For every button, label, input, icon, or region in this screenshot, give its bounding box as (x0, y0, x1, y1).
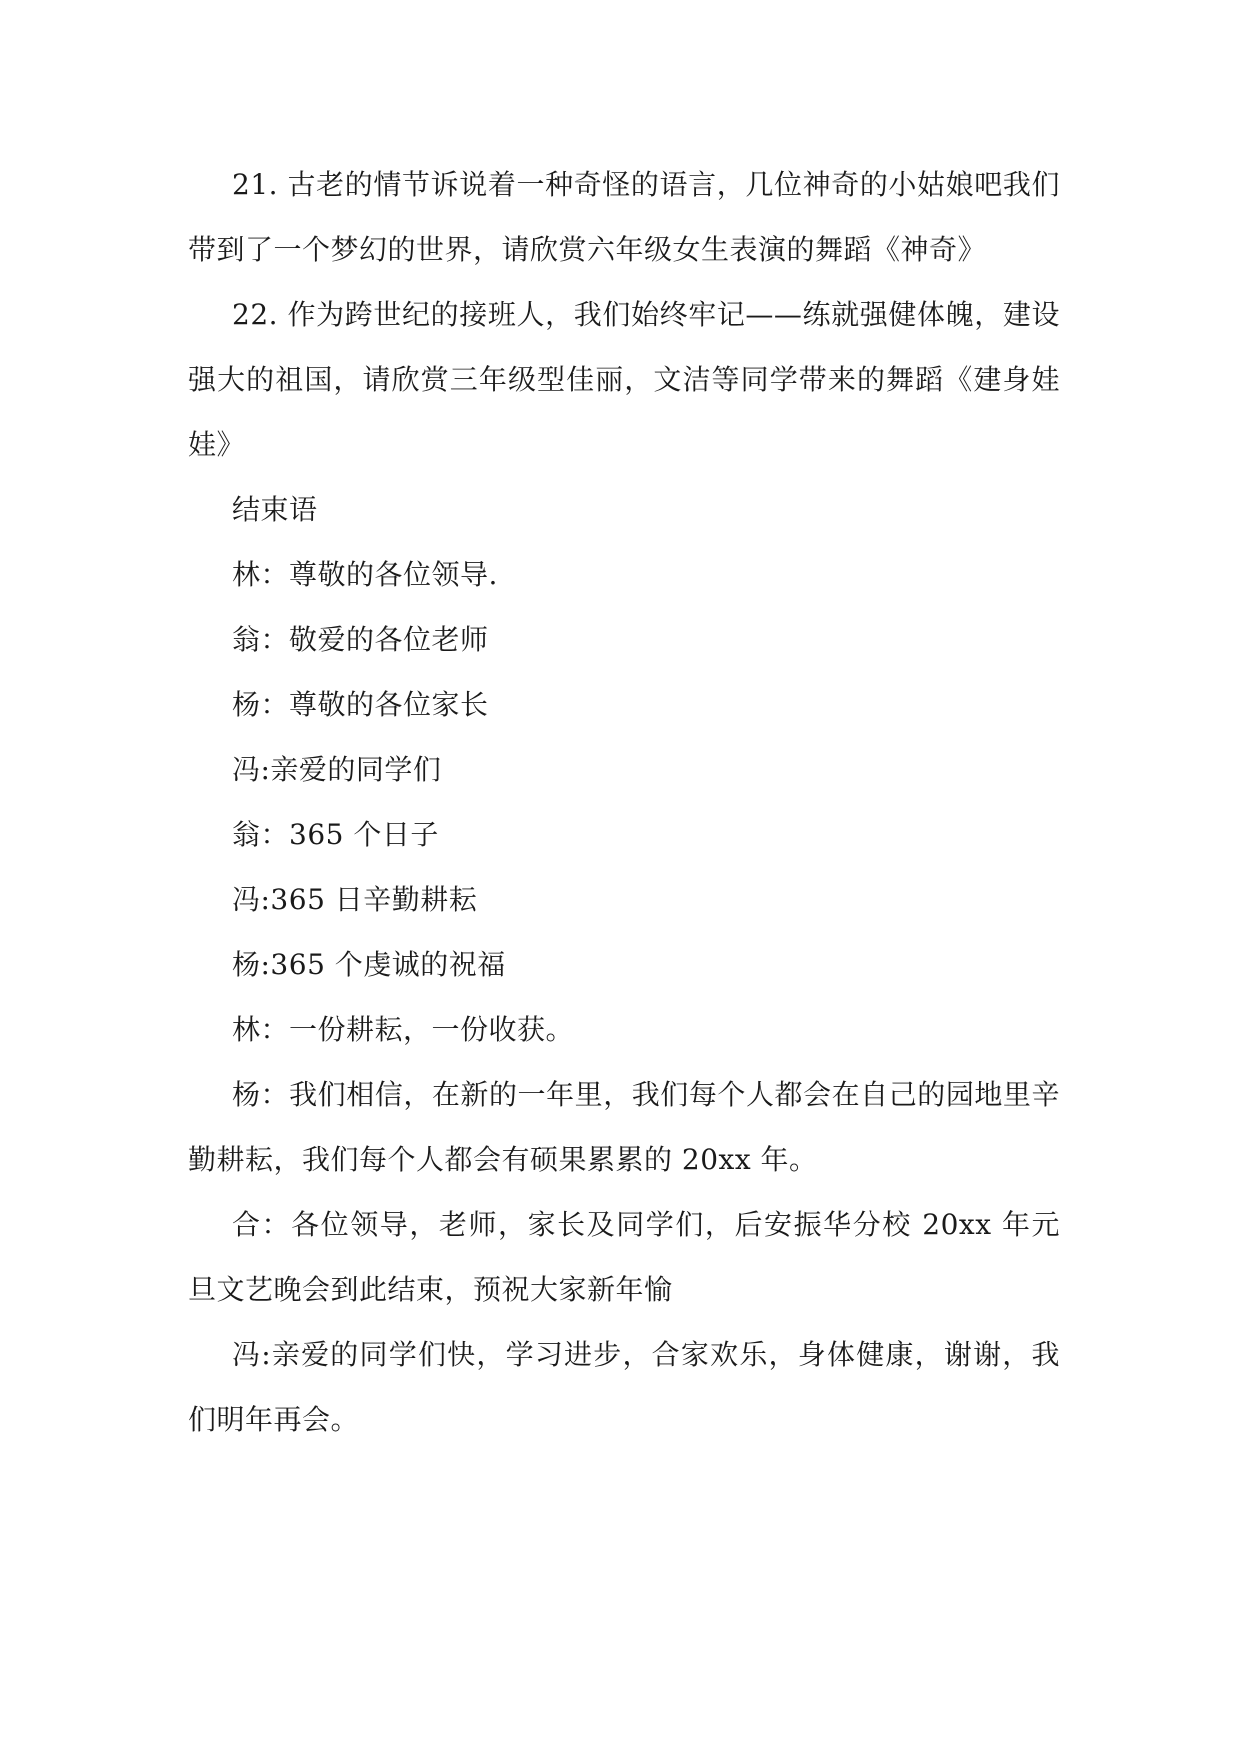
dialogue-line: 合：各位领导，老师，家长及同学们，后安振华分校 20xx 年元旦文艺晚会到此结束，预祝大家新年愉 (188, 1208, 1060, 1306)
dialogue-line: 杨：我们相信，在新的一年里，我们每个人都会在自己的园地里辛勤耕耘，我们每个人都会有硕果累累的 20xx 年。 (188, 1078, 1060, 1176)
section-heading-closing: 结束语 (232, 493, 318, 526)
dialogue-line: 林：一份耕耘，一份收获。 (232, 1013, 575, 1046)
dialogue-line: 杨:365 个虔诚的祝福 (232, 948, 506, 981)
dialogue-line: 冯:亲爱的同学们 (232, 753, 442, 786)
dialogue-line: 林：尊敬的各位领导. (232, 558, 498, 591)
dialogue-line: 冯:亲爱的同学们快，学习进步，合家欢乐，身体健康，谢谢，我们明年再会。 (188, 1338, 1060, 1436)
document-body (188, 152, 1060, 1452)
dialogue-line: 冯:365 日辛勤耕耘 (232, 883, 478, 916)
dialogue-line: 杨：尊敬的各位家长 (232, 688, 489, 721)
dialogue-line: 翁：敬爱的各位老师 (232, 623, 489, 656)
paragraph-item-22: 22. 作为跨世纪的接班人，我们始终牢记——练就强健体魄，建设强大的祖国，请欣赏三年级型佳丽，文洁等同学带来的舞蹈《建身娃娃》 (188, 298, 1060, 461)
paragraph-item-21: 21. 古老的情节诉说着一种奇怪的语言，几位神奇的小姑娘吧我们带到了一个梦幻的世界，请欣赏六年级女生表演的舞蹈《神奇》 (188, 168, 1060, 266)
dialogue-line: 翁：365 个日子 (232, 818, 439, 851)
